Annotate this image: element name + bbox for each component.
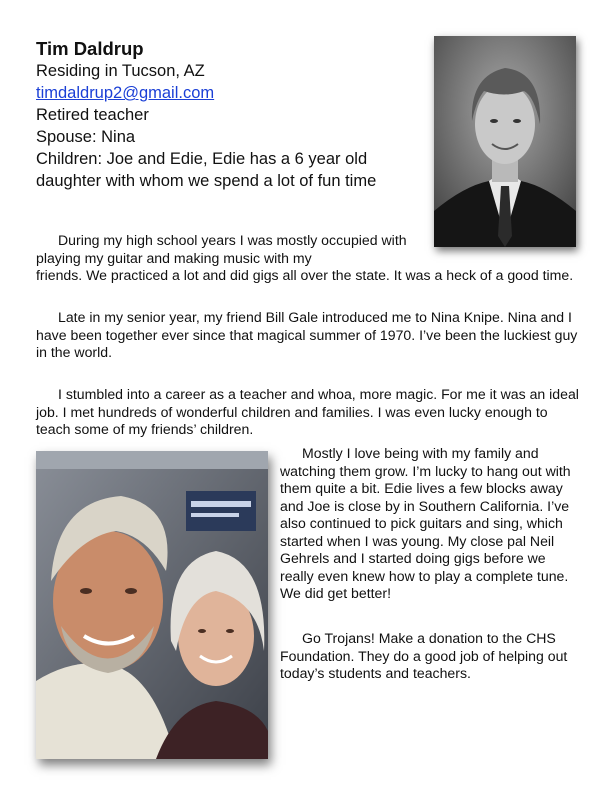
couple-selfie-photo	[36, 451, 268, 759]
residence-line: Residing in Tucson, AZ	[36, 62, 205, 80]
occupation-line: Retired teacher	[36, 106, 149, 124]
spouse-line: Spouse: Nina	[36, 128, 136, 146]
yearbook-portrait-photo	[434, 36, 576, 247]
profile-header	[36, 38, 426, 192]
children-line: Children: Joe and Edie, Edie has a 6 year old daughter with whom we spend a lot of fun time	[36, 150, 377, 190]
paragraph-high-school-rest: friends. We practiced a lot and did gigs all over the state. It was a heck of a good time.	[36, 267, 574, 283]
paragraph-high-school-intro: During my high school years I was mostly occupied with playing my guitar and making music with my	[36, 232, 407, 266]
paragraph-teaching-career: I stumbled into a career as a teacher and whoa, more magic. For me it was an ideal job. I met hundreds of wonderful children and families. I was even lucky enough to teach some of my friends’ children.	[36, 386, 579, 437]
email-line	[36, 82, 426, 104]
paragraph-go-trojans: Go Trojans! Make a donation to the CHS Foundation. They do a good job of helping out today’s students and teachers.	[280, 630, 568, 681]
person-name: Tim Daldrup	[36, 38, 144, 59]
paragraph-family-and-music: Mostly I love being with my family and watching them grow. I’m lucky to hang out with them quite a bit. Edie lives a few blocks away and Joe is close by in Southern California. I’ve also continued to pick guitars and sing, which started when I was young. My close pal Neil Gehrels and I started doing gigs before we really even knew how to play a complete tune. We did get better!	[280, 445, 571, 601]
paragraph-senior-year: Late in my senior year, my friend Bill Gale introduced me to Nina Knipe. Nina and I have been together ever since that magical summer of 1970. I’ve been the luckiest guy in the world.	[36, 309, 578, 360]
email-link[interactable]: timdaldrup2@gmail.com	[36, 84, 215, 102]
